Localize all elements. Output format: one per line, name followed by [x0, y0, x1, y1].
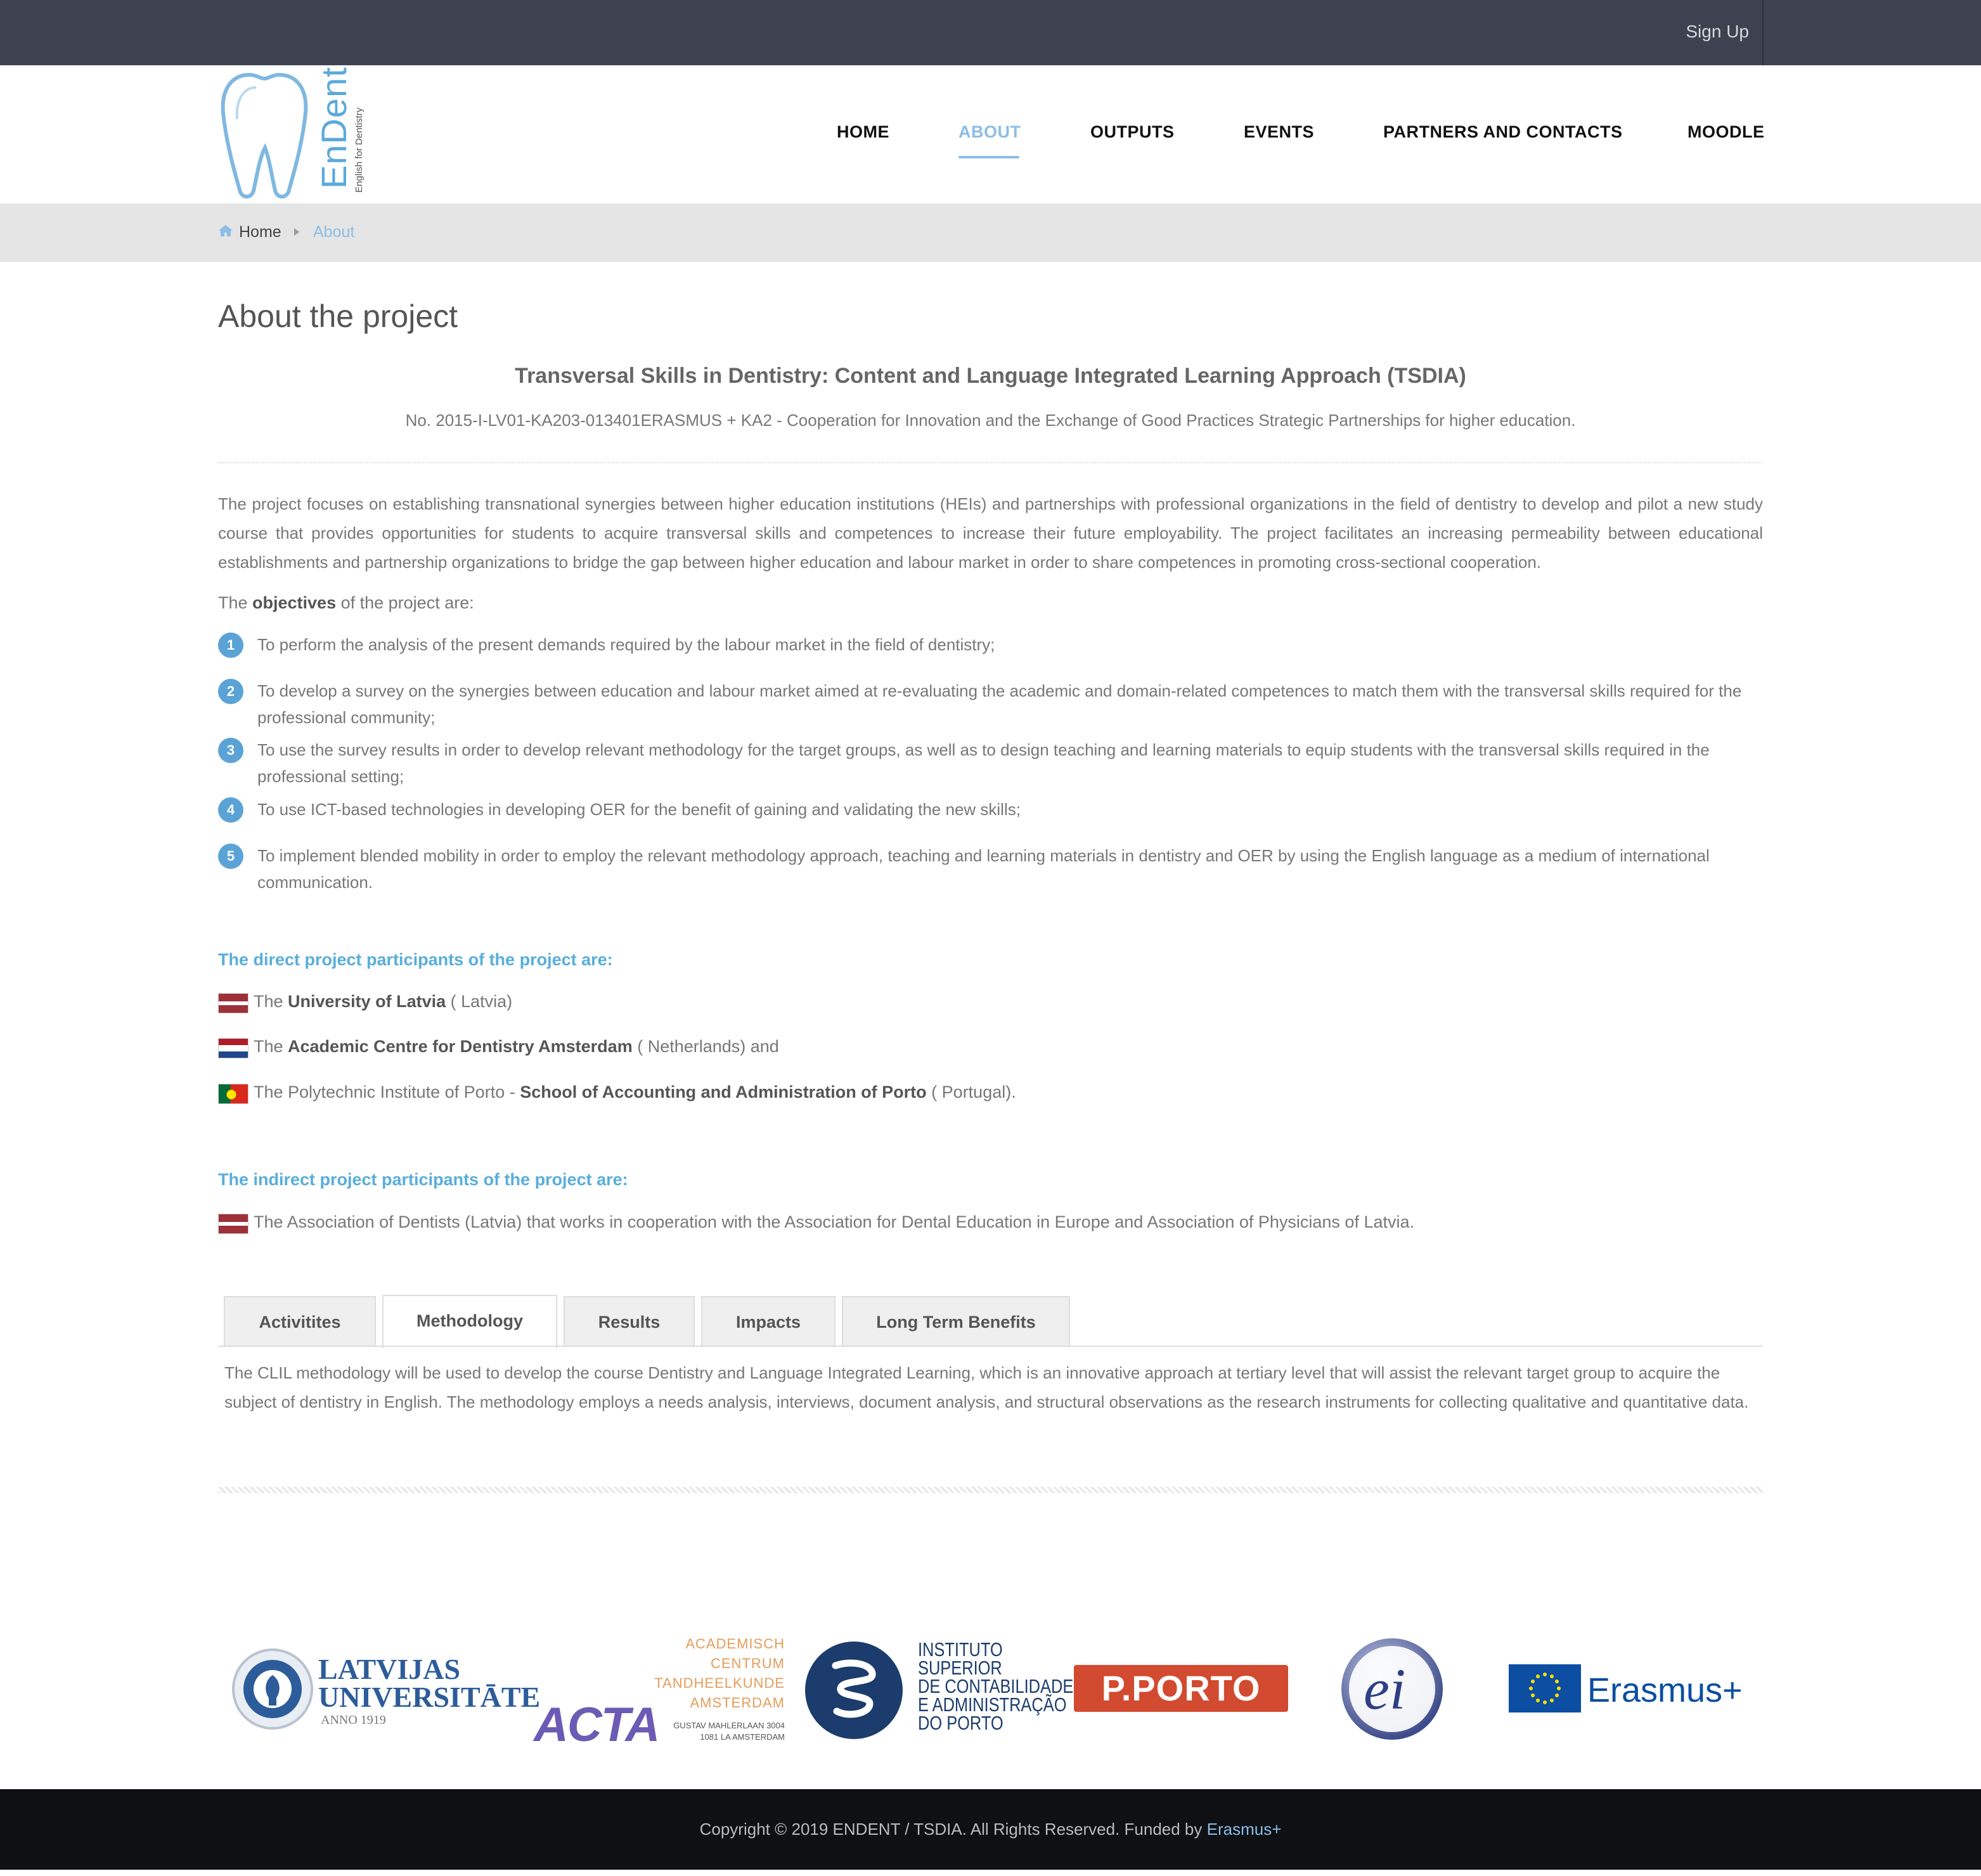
tab-impacts[interactable]: Impacts	[701, 1296, 836, 1347]
university-seal-icon	[232, 1645, 314, 1733]
nav-about[interactable]: ABOUT	[958, 122, 1021, 141]
nav-active-underline	[958, 156, 1019, 158]
brand-tagline: English for Dentistry	[354, 107, 365, 193]
latvia-flag-icon	[218, 1214, 248, 1234]
nav-home[interactable]: HOME	[837, 122, 889, 141]
nav-partners-and-contacts[interactable]: PARTNERS AND CONTACTS	[1383, 122, 1623, 141]
endent-logo[interactable]	[218, 68, 370, 202]
indirect-participants-heading: The indirect project participants of the project are:	[218, 1170, 628, 1189]
copyright-text: Copyright © 2019 ENDENT / TSDIA. All Rights Reserved. Funded by Erasmus+	[699, 1820, 1282, 1839]
nav-outputs[interactable]: OUTPUTS	[1090, 122, 1175, 141]
breadcrumb-current: About	[313, 223, 355, 241]
latvijas-universitate-logo[interactable]: LATVIJAS UNIVERSITĀTE ANNO 1919	[232, 1645, 520, 1733]
objective-text: To implement blended mobility in order to employ the relevant methodology approach, teaching and learning materials in dentistry and OER by using the English language as a medium of international communication.	[257, 846, 1710, 892]
objective-number-badge: 4	[218, 797, 243, 823]
tab-results[interactable]: Results	[564, 1296, 695, 1347]
pporto-logo[interactable]: P.PORTO	[1074, 1665, 1288, 1712]
nav-events[interactable]: EVENTS	[1244, 122, 1315, 141]
home-icon	[218, 224, 233, 237]
objective-number-badge: 5	[218, 844, 243, 869]
objective-text: To perform the analysis of the present demands required by the labour market in the field of dentistry;	[257, 635, 995, 654]
netherlands-flag-icon	[218, 1038, 248, 1058]
iscap-logo[interactable]: INSTITUTO SUPERIOR DE CONTABILIDADE E ADMINISTRAÇÃO DO PORTO	[804, 1638, 1064, 1743]
nav-moodle[interactable]: MOODLE	[1687, 122, 1765, 141]
project-subtitle: Transversal Skills in Dentistry: Content and Language Integrated Learning Approach (TSDIA)	[515, 364, 1466, 388]
tab-panel-content: The CLIL methodology will be used to develop the course Dentistry and Language Integrated Learning, which is an innovative approach at tertiary level that will assist the relevant target group to acquire the subject of dentistry in English. The methodology employs a needs analysis, interviews, document analysis, and structural observations as the research instruments for collecting qualitative and quantitative data.	[224, 1363, 1749, 1411]
objective-number-badge: 1	[218, 633, 243, 658]
sign-up-link[interactable]: Sign Up	[1686, 22, 1749, 41]
divider	[218, 462, 1763, 463]
latvia-flag-icon	[218, 993, 248, 1013]
top-bar-separator	[1762, 0, 1764, 65]
project-intro: The project focuses on establishing transnational synergies between higher education institutions (HEIs) and partnerships with professional organizations in the field of dentistry to develop and pilot a new study course that provides opportunities for students to acquire transversal skills and competences to increase their future employability. The project facilitates an increasing permeability between educational establishments and partnership organizations to bridge the gap between higher education and labour market in order to share competences in promoting cross-sectional cooperation.	[218, 494, 1763, 572]
objective-number-badge: 3	[218, 738, 243, 763]
project-number: No. 2015-I-LV01-KA203-013401ERASMUS + KA2 - Cooperation for Innovation and the Exchange of Good Practices Strategic Partnerships for higher education.	[405, 411, 1576, 430]
page-title: About the project	[218, 299, 458, 334]
tab-methodology[interactable]: Methodology	[382, 1295, 557, 1348]
chevron-right-icon	[293, 227, 300, 237]
objectives-heading: The objectives of the project are:	[218, 593, 474, 612]
direct-participants-heading: The direct project participants of the project are:	[218, 950, 613, 969]
erasmus-plus-link[interactable]: Erasmus+	[1206, 1820, 1282, 1839]
eu-flag-icon	[1509, 1664, 1581, 1712]
striped-divider	[218, 1487, 1763, 1493]
objective-number-badge: 2	[218, 679, 243, 704]
objective-text: To develop a survey on the synergies between education and labour market aimed at re-evaluating the academic and domain-related competences to match them with the transversal skills required for the professional community;	[257, 681, 1742, 727]
objective-text: To use the survey results in order to develop relevant methodology for the target groups, as well as to design teaching and learning materials to equip students with the transversal skills required in the professional setting;	[257, 740, 1710, 786]
top-bar	[0, 0, 1981, 65]
brand-name: EnDent	[314, 67, 354, 189]
portugal-flag-icon	[218, 1084, 248, 1104]
iscap-emblem-icon	[804, 1640, 904, 1740]
erasmus-plus-logo[interactable]: Erasmus+	[1509, 1664, 1750, 1715]
breadcrumb-home[interactable]: Home	[239, 223, 281, 241]
tab-bar-border	[218, 1346, 1763, 1347]
objective-text: To use ICT-based technologies in developing OER for the benefit of gaining and validating the new skills;	[257, 800, 1021, 819]
tab-activities[interactable]: Activitites	[224, 1296, 376, 1347]
tab-long-term-benefits[interactable]: Long Term Benefits	[842, 1296, 1070, 1347]
acta-logo[interactable]: ACADEMISCH CENTRUM TANDHEELKUNDE AMSTERDAM ACTA GUSTAV MAHLERLAAN 3004 1081 LA AMSTERDAM	[534, 1636, 785, 1752]
cei-logo[interactable]: ei	[1339, 1636, 1445, 1742]
